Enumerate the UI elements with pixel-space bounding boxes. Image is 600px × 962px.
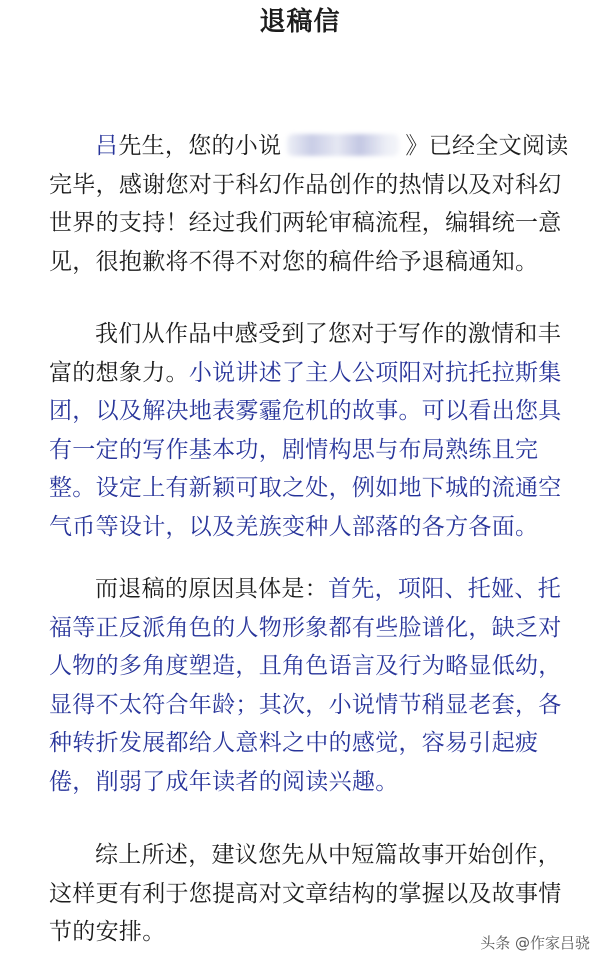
paragraph-praise [49,315,569,547]
greeting-body: 已经全文阅读完毕，感谢您对于科幻作品创作的热情以及对科幻世界的支持！经过我们两轮审稿流程，编辑统一意见，很抱歉将不得不对您的稿件给予退稿通知。 [49,133,569,275]
redacted-novel-title [287,134,399,156]
reasons-body: 首先，项阳、托娅、托福等正反派角色的人物形象都有些脸谱化，缺乏对人物的多角度塑造，且角色语言及行为略显低幼，显得不太符合年龄；其次，小说情节稍显老套，各种转折发展都给人意料之中的感觉，容易引起疲倦，削弱了成年读者的阅读兴趣。 [49,576,562,795]
praise-intro: 我们从作品中感受到了您对于写作的激情和丰富的想象力。 [49,321,561,386]
recipient-name: 吕 [95,133,119,159]
paragraph-conclusion: 综上所述，建议您先从中短篇故事开始创作，这样更有利于您提高对文章结构的掌握以及故事情节的安排。 [49,842,562,946]
praise-body: 小说讲述了主人公项阳对抗托拉斯集团，以及解决地表雾霾危机的故事。可以看出您具有一定的写作基本功，剧情构思与布局熟练且完整。设定上有新颖可取之处，例如地下城的流通空气币等设计，以及羌族变种人部落的各方各面。 [49,359,562,540]
greeting-text: 先生，您的小说 [118,133,282,159]
letter-title: 退稿信 [259,7,341,37]
title-close-mark: 》 [405,133,429,159]
paragraph-greeting [49,127,569,281]
watermark: 头条 @作家吕骁 [480,934,590,952]
paragraph-reasons [49,570,569,802]
reasons-intro: 而退稿的原因具体是： [95,576,328,602]
